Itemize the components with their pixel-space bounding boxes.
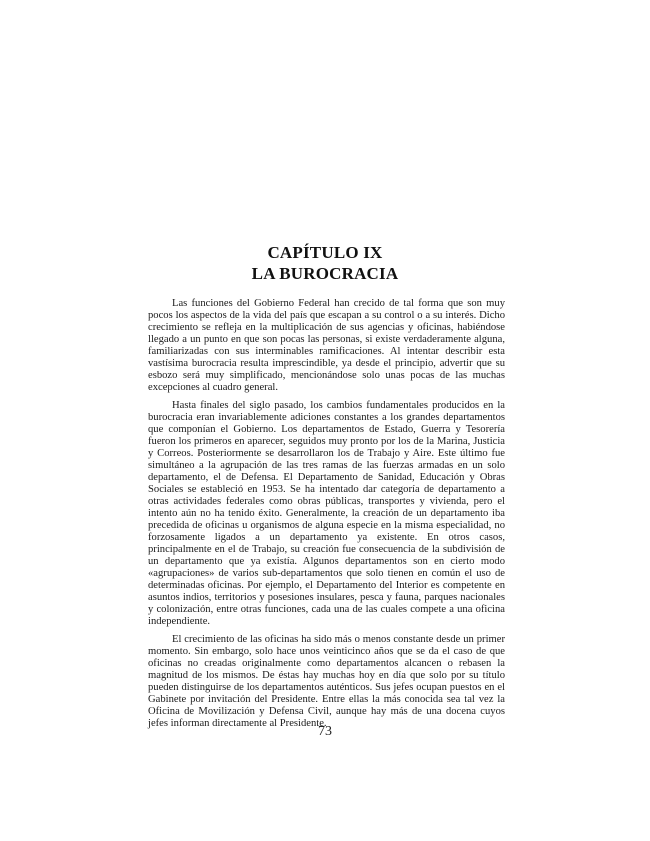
page-number: 73	[318, 724, 332, 739]
paragraph-2: Hasta finales del siglo pasado, los cambios fundamentales producidos en la burocracia eran invariablemente adiciones constantes a los grandes departamentos que componían el Gobierno. Los departamentos de Estado, Guerra y Tesorería fueron los primeros en aparecer, seguidos muy pronto por los de la Marina, Justicia y Correos. Posteriormente se desarrollaron los de Trabajo y Aire. Este último fue simultáneo a la agrupación de las tres ramas de las fuerzas armadas en un solo departamento, el de Defensa. El Departamento de Sanidad, Educación y Obras Sociales se estableció en 1953. Se ha intentado dar categoría de departamento a otras actividades federales como obras públicas, transportes y vivienda, pero el intento aún no ha tenido éxito. Generalmente, la creación de un departamento iba precedida de oficinas u organismos de alguna especie en la misma especialidad, no forzosamente ligados a un departamento ya existente. En otros casos, principalmente en el de Trabajo, su creación fue consecuencia de la subdivisión de un departamento que ya existía. Algunos departamentos son en cierto modo «agrupaciones» de varios sub-departamentos que solo tienen en común el uso de determinadas oficinas. Por ejemplo, el Departamento del Interior es competente en asuntos indios, territorios y posesiones insulares, pesca y fauna, parques nacionales y colonización, entre otras funciones, cada una de las cuales compete a una oficina independiente.	[148, 400, 505, 627]
chapter-number: CAPÍTULO IX	[267, 243, 383, 262]
paragraph-1: Las funciones del Gobierno Federal han crecido de tal forma que son muy pocos los aspectos de la vida del país que escapan a su control o a su interés. Dicho crecimiento se refleja en la multiplicación de sus agencias y oficinas, habiéndose llegado a un punto en que son pocas las personas, si existe verdaderamente alguna, familiarizadas con sus interminables ramificaciones. Al intentar describir esta vastísima burocracia resulta imprescindible, ya desde el principio, advertir que su esbozo será muy simplificado, mencionándose solo unas pocas de las muchas excepciones al cuadro general.	[148, 298, 505, 393]
chapter-body	[148, 298, 505, 736]
paragraph-3: El crecimiento de las oficinas ha sido más o menos constante desde un primer momento. Sin embargo, solo hace unos veinticinco años que se da el caso de que oficinas no creadas originalmente como departamentos alcancen o rebasen la magnitud de los mismos. De éstas hay muchas hoy en día que solo por su título pueden distinguirse de los departamentos auténticos. Sus jefes ocupan puestos en el Gabinete por invitación del Presidente. Entre ellas la más conocida sea tal vez la Oficina de Movilización y Defensa Civil, aunque hay más de una docena cuyos jefes informan directamente al Presidente.	[148, 634, 505, 729]
chapter-title: LA BUROCRACIA	[251, 264, 399, 283]
